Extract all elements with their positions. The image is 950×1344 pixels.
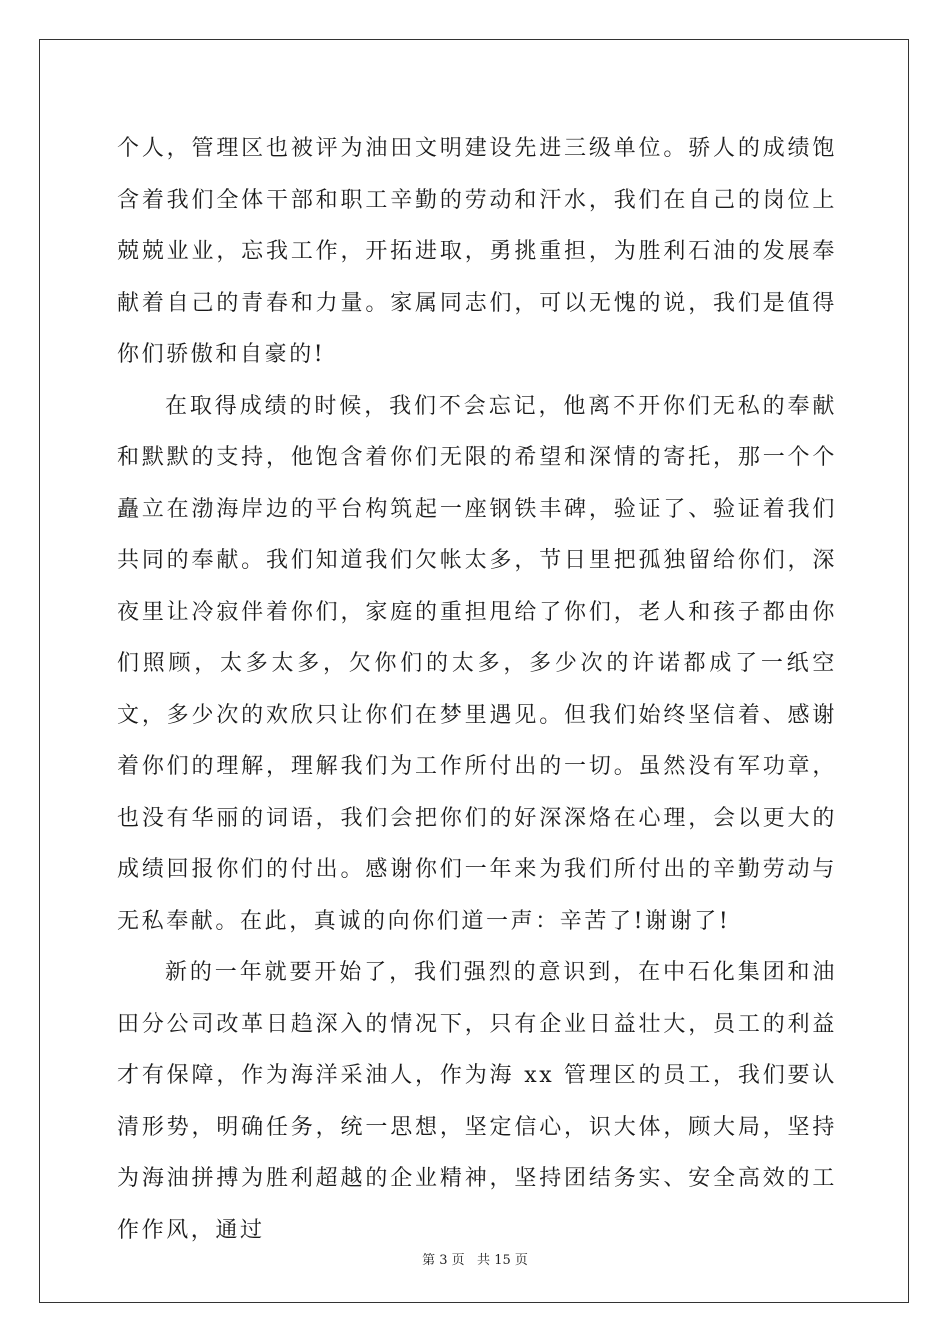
document-body bbox=[117, 123, 837, 1256]
paragraph-3: 新的一年就要开始了，我们强烈的意识到，在中石化集团和油田分公司改革日趋深入的情况下，只有企业日益壮大，员工的利益才有保障，作为海洋采油人，作为海 xx 管理区的员工，我们要认清形势，明确任务，统一思想，坚定信心，识大体，顾大局，坚持为海油拼搏为胜利超越的企业精神，坚持团结务实、安全高效的工作作风，通过 bbox=[117, 960, 837, 1243]
page-footer: 第 3 页 共 15 页 bbox=[422, 1253, 528, 1268]
paragraph-2: 在取得成绩的时候，我们不会忘记，他离不开你们无私的奉献和默默的支持，他饱含着你们无限的希望和深情的寄托，那一个个矗立在渤海岸边的平台构筑起一座钢铁丰碑，验证了、验证着我们共同的奉献。我们知道我们欠帐太多，节日里把孤独留给你们，深夜里让冷寂伴着你们，家庭的重担甩给了你们，老人和孩子都由你们照顾，太多太多，欠你们的太多，多少次的许诺都成了一纸空文，多少次的欢欣只让你们在梦里遇见。但我们始终坚信着、感谢着你们的理解，理解我们为工作所付出的一切。虽然没有军功章，也没有华丽的词语，我们会把你们的好深深烙在心理，会以更大的成绩回报你们的付出。感谢你们一年来为我们所付出的辛勤劳动与无私奉献。在此，真诚的向你们道一声：辛苦了!谢谢了! bbox=[117, 393, 837, 934]
paragraph-1: 个人，管理区也被评为油田文明建设先进三级单位。骄人的成绩饱含着我们全体干部和职工辛勤的劳动和汗水，我们在自己的岗位上兢兢业业，忘我工作，开拓进取，勇挑重担，为胜利石油的发展奉献着自己的青春和力量。家属同志们，可以无愧的说，我们是值得你们骄傲和自豪的! bbox=[117, 136, 837, 367]
